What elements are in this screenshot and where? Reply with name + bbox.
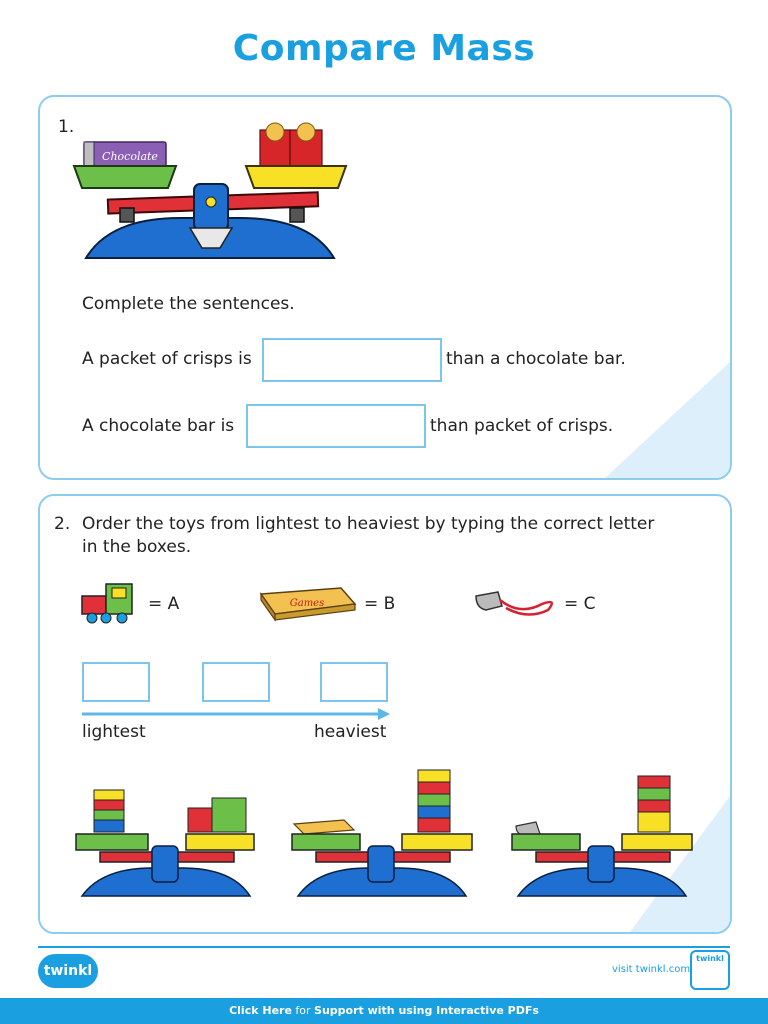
key-c-label: = C bbox=[564, 594, 596, 614]
support-for-text: for bbox=[291, 1004, 315, 1017]
support-bar[interactable] bbox=[0, 998, 768, 1024]
twinkl-logo[interactable]: twinkl bbox=[38, 954, 98, 988]
games-label: Games bbox=[289, 598, 325, 609]
order-answer-box-3[interactable] bbox=[320, 662, 388, 702]
crisps-packets-image bbox=[260, 123, 322, 166]
scale-blocks-vs-train bbox=[72, 768, 272, 898]
order-answer-box-2[interactable] bbox=[202, 662, 270, 702]
sentence-2-start: A chocolate bar is bbox=[82, 416, 235, 436]
key-a-label: = A bbox=[148, 594, 180, 614]
toy-train-icon bbox=[80, 580, 138, 624]
games-box-icon bbox=[257, 584, 357, 624]
sentence-1-end: than a chocolate bar. bbox=[446, 349, 626, 369]
question-2-line-2: in the boxes. bbox=[82, 537, 192, 557]
lightest-to-heaviest-arrow bbox=[82, 706, 402, 722]
sentence-2-end: than packet of crisps. bbox=[430, 416, 614, 436]
sentence-1-answer-input[interactable] bbox=[262, 338, 442, 382]
visit-twinkl-link[interactable]: visit twinkl.com bbox=[612, 964, 691, 975]
quality-badge: twinkl bbox=[690, 950, 730, 990]
scale-whistle-vs-blocks bbox=[508, 768, 708, 898]
question-2-number: 2. bbox=[54, 514, 71, 534]
click-here-link[interactable]: Click Here bbox=[229, 1004, 292, 1017]
question-2-line-1: Order the toys from lightest to heaviest by typing the correct letter bbox=[82, 514, 655, 534]
scale-games-vs-blocks bbox=[288, 768, 488, 898]
heaviest-label: heaviest bbox=[314, 722, 387, 742]
key-b-label: = B bbox=[364, 594, 396, 614]
support-text: Support with using Interactive PDFs bbox=[314, 1004, 539, 1017]
order-answer-box-1[interactable] bbox=[82, 662, 150, 702]
whistle-icon bbox=[472, 586, 562, 622]
sentence-1-start: A packet of crisps is bbox=[82, 349, 252, 369]
question-1-number: 1. bbox=[58, 117, 75, 137]
balance-scale-image bbox=[70, 118, 340, 268]
chocolate-label: Chocolate bbox=[102, 150, 158, 163]
footer-divider bbox=[38, 946, 730, 948]
lightest-label: lightest bbox=[82, 722, 146, 742]
instruction-text: Complete the sentences. bbox=[82, 294, 295, 314]
sentence-2-answer-input[interactable] bbox=[246, 404, 426, 448]
page-title: Compare Mass bbox=[232, 28, 536, 69]
